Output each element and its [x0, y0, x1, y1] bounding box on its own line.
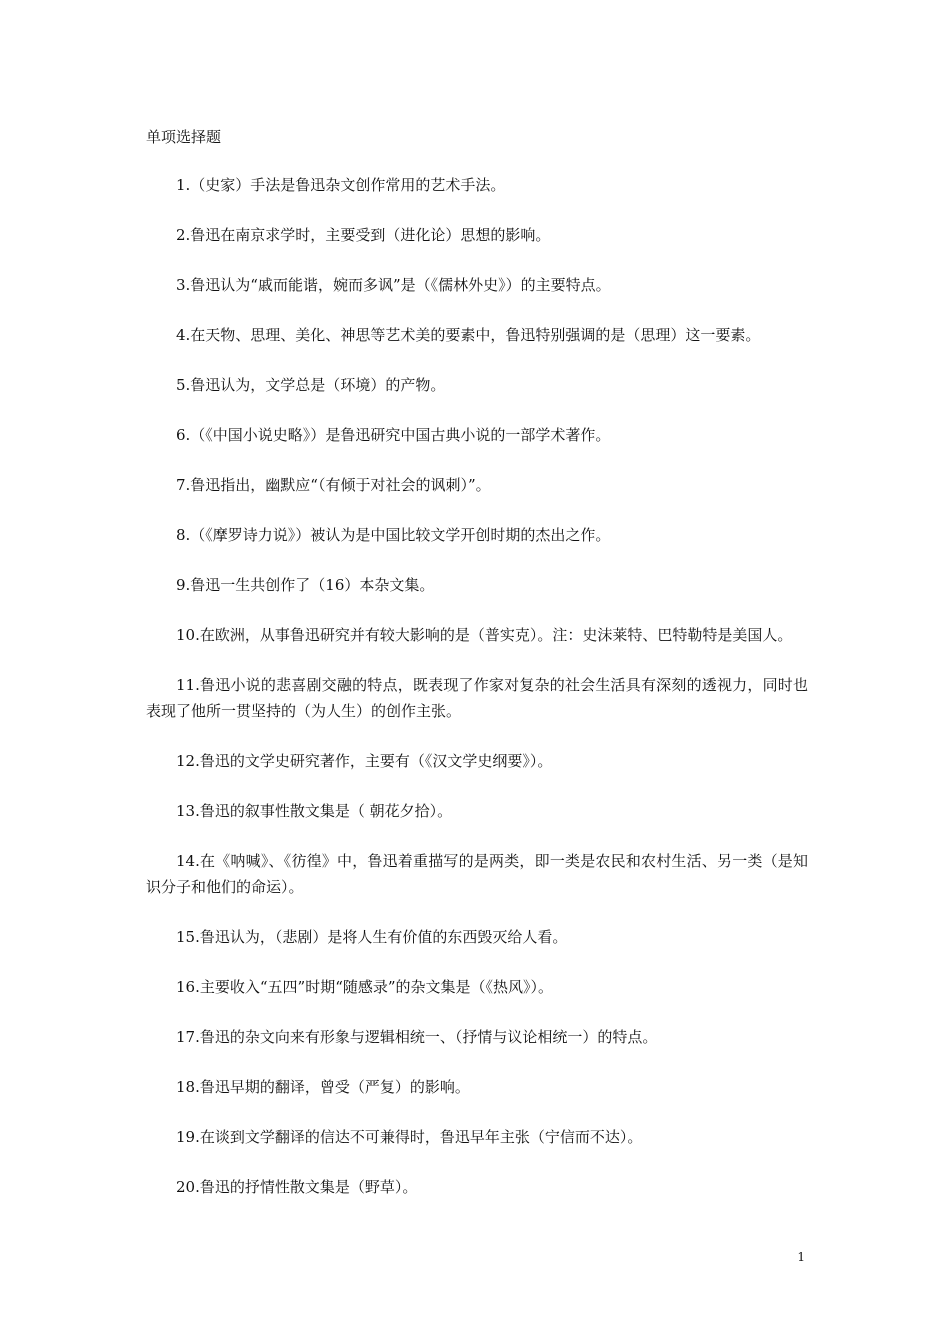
question-item: 17.鲁迅的杂文向来有形象与逻辑相统一、（抒情与议论相统一）的特点。 — [176, 1028, 658, 1046]
question-item: 5.鲁迅认为，文学总是（环境）的产物。 — [176, 376, 446, 394]
question-item: 18.鲁迅早期的翻译，曾受（严复）的影响。 — [176, 1078, 470, 1096]
question-item: 13.鲁迅的叙事性散文集是（ 朝花夕拾）。 — [176, 802, 453, 820]
question-item: 16.主要收入“五四”时期“随感录”的杂文集是（《热风》）。 — [176, 978, 554, 996]
question-item: 4.在天物、思理、美化、神思等艺术美的要素中，鲁迅特别强调的是（思理）这一要素。 — [176, 326, 761, 344]
question-list — [146, 172, 808, 1224]
question-item: 7.鲁迅指出，幽默应“（有倾于对社会的讽刺）”。 — [176, 476, 491, 494]
question-item: 14.在《呐喊》、《彷徨》中，鲁迅着重描写的是两类，即一类是农民和农村生活、另一类（是知识分子和他们的命运）。 — [146, 852, 808, 896]
page-number: 1 — [797, 1250, 805, 1264]
question-item: 2.鲁迅在南京求学时，主要受到（进化论）思想的影响。 — [176, 226, 551, 244]
question-item: 9.鲁迅一生共创作了（16）本杂文集。 — [176, 576, 435, 594]
question-item: 11.鲁迅小说的悲喜剧交融的特点，既表现了作家对复杂的社会生活具有深刻的透视力，同时也表现了他所一贯坚持的（为人生）的创作主张。 — [146, 676, 808, 720]
question-item: 12.鲁迅的文学史研究著作，主要有（《汉文学史纲要》）。 — [176, 752, 553, 770]
section-heading: 单项选择题 — [146, 128, 222, 146]
question-item: 8.（《摩罗诗力说》）被认为是中国比较文学开创时期的杰出之作。 — [176, 526, 611, 544]
question-item: 20.鲁迅的抒情性散文集是（野草）。 — [176, 1178, 418, 1196]
question-item: 3.鲁迅认为“戚而能谐，婉而多讽”是（《儒林外史》）的主要特点。 — [176, 276, 611, 294]
question-item: 1.（史家）手法是鲁迅杂文创作常用的艺术手法。 — [176, 176, 506, 194]
question-item: 10.在欧洲，从事鲁迅研究并有较大影响的是（普实克）。注：史沫莱特、巴特勒特是美国人。 — [176, 626, 793, 644]
question-item: 15.鲁迅认为，（悲剧）是将人生有价值的东西毁灭给人看。 — [176, 928, 568, 946]
question-item: 6.（《中国小说史略》）是鲁迅研究中国古典小说的一部学术著作。 — [176, 426, 611, 444]
question-item: 19.在谈到文学翻译的信达不可兼得时，鲁迅早年主张（宁信而不达）。 — [176, 1128, 643, 1146]
